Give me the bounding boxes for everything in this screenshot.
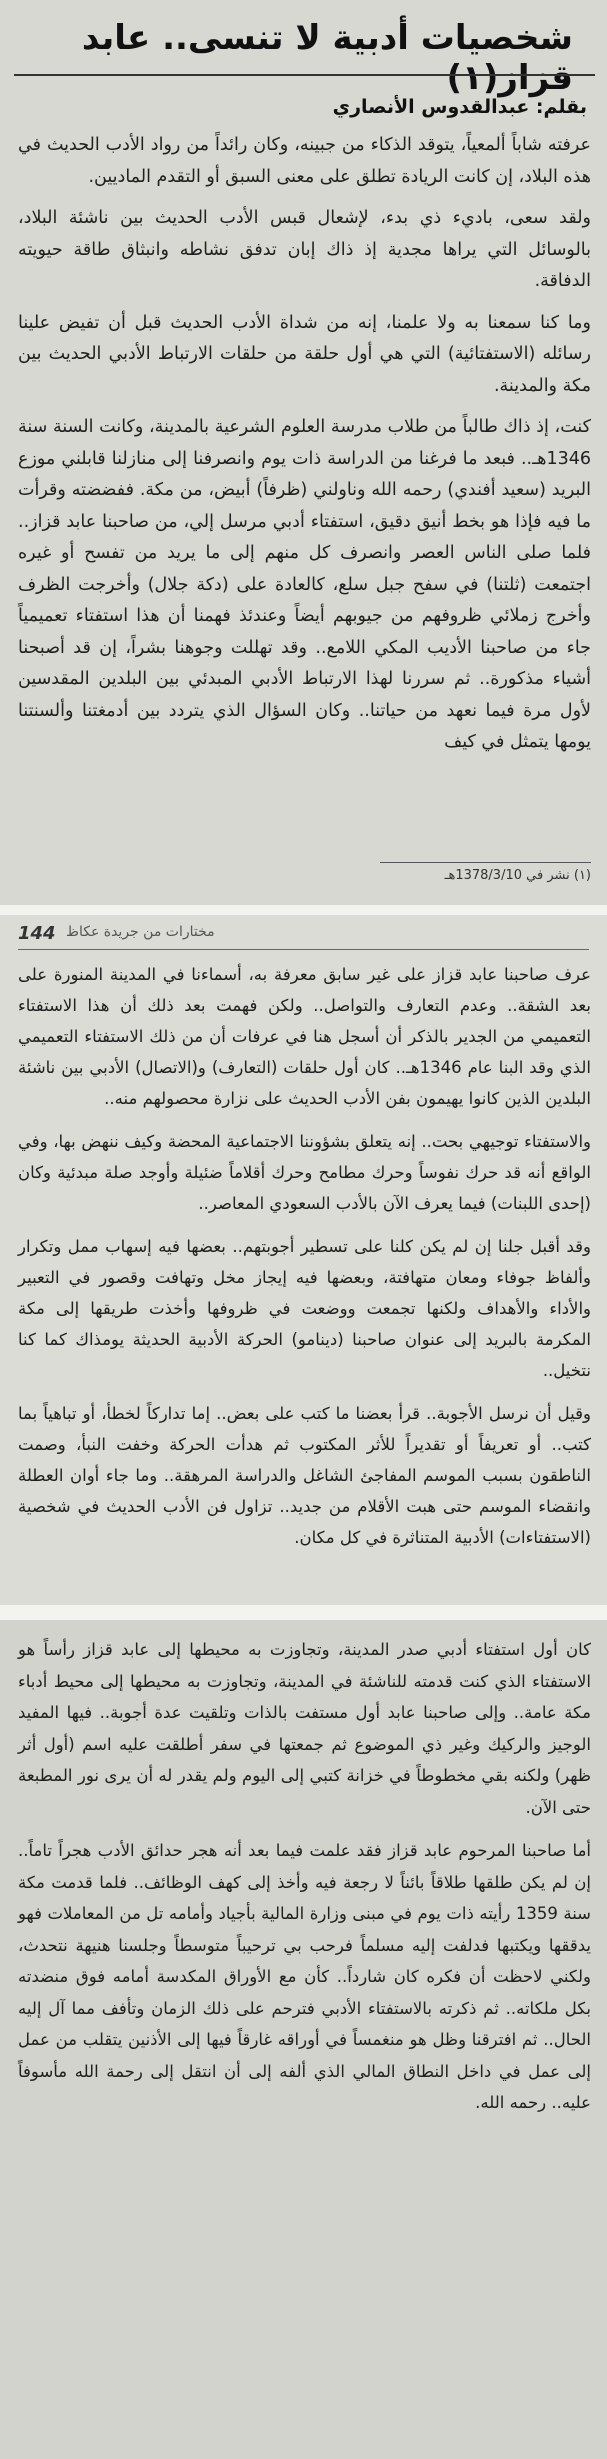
page-3-body — [18, 1634, 591, 2131]
page-3 — [0, 1620, 607, 2459]
paragraph: عرفته شاباً ألمعياً، يتوقد الذكاء من جبينه، وكان رائداً من رواد الأدب الحديث في هذه البلاد، إن كانت الريادة تطلق على معنى السبق أو التقدم الماديين. — [18, 135, 591, 187]
page-gap — [0, 905, 607, 915]
paragraph: وقيل أن نرسل الأجوبة.. قرأ بعضنا ما كتب على بعض.. إما تداركاً لخطأ، أو تباهياً بما كتب.. أو تعريفاً أو تقديراً للأثر المكتوب ثم هدأت الحركة وخفت النبأ، وصمت الناطقون بسبب الموسم المفاجئ الشاغل والدراسة المرهقة.. وما جاء أوان العطلة وانقضاء الموسم حتى هبت الأقلام من جديد.. تزاول فن الأدب الحديث في شخصية (الاستفتاءات) الأدبية المتناثرة في كل مكان. — [18, 1404, 591, 1547]
page-header — [18, 923, 589, 945]
paragraph: وما كنا سمعنا به ولا علمنا، إنه من شداة الأدب الحديث قبل أن تفيض علينا رسائله (الاستفتائية) التي هي أول حلقة من حلقات الارتباط الأدبي الحديث بين مكة والمدينة. — [18, 312, 591, 396]
paragraph: عرف صاحبنا عابد قزاز على غير سابق معرفة به، أسماءنا في المدينة المنورة على بعد الشقة.. وعدم التعارف والتواصل.. ولكن فهمت بعد ذلك أن هذا الاستفتاء التعميمي من الجدير بالذكر أن أسجل هنا في عرفات أن من ذلك الاستفتاء التعميمي الذي وقد البنا عام 1346هـ.. كان أول حلقات (التعارف) و(الاتصال) الأدبي بين ناشئة البلدين الذين كانوا يهيمون بفن الأدب الحديث على نزارة محصولهم منه.. — [18, 965, 591, 1108]
page-number: 144 — [18, 923, 56, 944]
paragraph: أما صاحبنا المرحوم عابد قزاز فقد علمت فيما بعد أنه هجر حدائق الأدب هجراً تاماً.. إن لم يكن طلقها طلاقاً بائناً لا رجعة فيه وأخذ إلى كهف الوظائف.. فلما قدمت مكة سنة 1359 رأيته ذات يوم في مبنى وزارة المالية بأجياد وأمامه تل من المعاملات فهو يدققها ويكتبها فدلفت إليه مسلماً فرحب بي ترحيباً متوسطاً وجلسنا هنيهة نتحدث، ولكني لاحظت أن فكره كان شارداً.. كأن مع الأوراق المكدسة أمامه فوق منضدته بكل ملكاته.. ثم ذكرته بالاستفتاء الأدبي فترحم على ذلك الزمان وتأفف مما آل إليه الحال.. ثم افترقنا وظل هو منغمساً في أوراقه غارقاً فيها إلى الأذنين يتقلب من عمل إلى عمل في داخل النطاق المالي الذي ألفه إلى أن انتقل إلى رحمة الله مأسوفاً عليه.. رحمه الله. — [18, 1841, 592, 2112]
page-1-body — [18, 130, 591, 769]
paragraph: وقد أقبل جلنا إن لم يكن كلنا على تسطير أجوبتهم.. بعضها فيه إسهاب ممل وتكرار وألفاظ جوفاء ومعان متهافتة، وبعضها فيه إيجاز مخل وتهافت وقصور في التعبير والأداء والأهداف ولكنها تجمعت ووضعت في ظروفها وأخذت طريقها إلى مكة المكرمة بالبريد إلى عنوان صاحبنا (دينامو) الحركة الأدبية الحديثة يومذاك كما كنا نتخيل.. — [18, 1237, 591, 1380]
page-gap — [0, 1605, 607, 1620]
paragraph: كنت، إذ ذاك طالباً من طلاب مدرسة العلوم الشرعية بالمدينة، وكانت السنة سنة 1346هـ.. فبعد ما فرغنا من الدراسة ذات يوم وانصرفنا إلى منازلنا قابلني موزع البريد (سعيد أفندي) رحمه الله وناولني (ظرفاً) أبيض، من مكة. ففضضته وقرأت ما فيه فإذا هو بخط أنيق دقيق، استفتاء أدبي مرسل إلي، من صاحبنا عابد قزاز.. فلما صلى الناس العصر وانصرف كل منهم إلى ما يريد من تفسح أو غيره اجتمعت (ثلتنا) في سفح جبل سلع، كالعادة على (دكة جلال) وأخرجت الظرف وأخرج زملائي ظروفهم من جيوبهم أيضاً وعندئذ فهمنا أن هذا استفتاء تعميمياً جاء من صاحبنا الأديب المكي اللامع.. وقد تهللت وجوهنا بشراً، إن قد أصبحنا أشياء مذكورة.. ثم سررنا لهذا الارتباط الأدبي المبدئي بين البلدين المقدسين لأول مرة فيما نعهد من حياتنا.. وكان السؤال الذي يتردد بين أدمغتنا وألسنتنا يومها يتمثل في كيف — [18, 417, 591, 752]
page-2 — [0, 915, 607, 1605]
footnote: (١) نشر في 1378/3/10هـ — [444, 868, 591, 883]
running-head: مختارات من جريدة عكاظ — [66, 924, 215, 940]
article-title: شخصيات أدبية لا تنسى.. عابد قزاز(١) — [81, 18, 573, 98]
paragraph: والاستفتاء توجيهي بحت.. إنه يتعلق بشؤوننا الاجتماعية المحضة وكيف ننهض بها، وفي الواقع أنه قد حرك نفوساً وحرك مطامح وحرك أقلاماً ضئيلة وأوجد صلة مبدئية وكان (إحدى اللبنات) فيما يعرف الآن بالأدب السعودي المعاصر.. — [18, 1132, 591, 1213]
paragraph: كان أول استفتاء أدبي صدر المدينة، وتجاوزت به محيطها إلى عابد قزاز رأساً هو الاستفتاء الذي كنت قدمته للناشئة في المدينة، وتجاوزت به محيطها إلى محيط أدباء مكة عامة.. وإلى صاحبنا عابد أول مستفت بالذات وتلقيت عدة أجوبة.. فيها المفيد الوجيز والركيك وغير ذي الموضوع ثم جمعتها في سفر أطلقت عليه اسم (أول أثر ظهر) ولكنه بقي مخطوطاً في خزانة كتبي إلى اليوم ولم يقدر له أن يرى نور المطبعة حتى الآن. — [18, 1640, 591, 1817]
title-rule — [14, 74, 595, 76]
page-2-body — [18, 959, 591, 1565]
page-1 — [0, 0, 607, 905]
header-rule — [18, 949, 589, 950]
author-byline: بقلم: عبدالقدوس الأنصاري — [332, 96, 587, 118]
footnote-rule — [380, 862, 591, 863]
paragraph: ولقد سعى، باديء ذي بدء، لإشعال قبس الأدب الحديث بين ناشئة البلاد، بالوسائل التي يراها مجدية إذ ذاك إبان تدفق نشاطه وانبثاق طاقة حيويته الدفاقة. — [18, 208, 591, 291]
